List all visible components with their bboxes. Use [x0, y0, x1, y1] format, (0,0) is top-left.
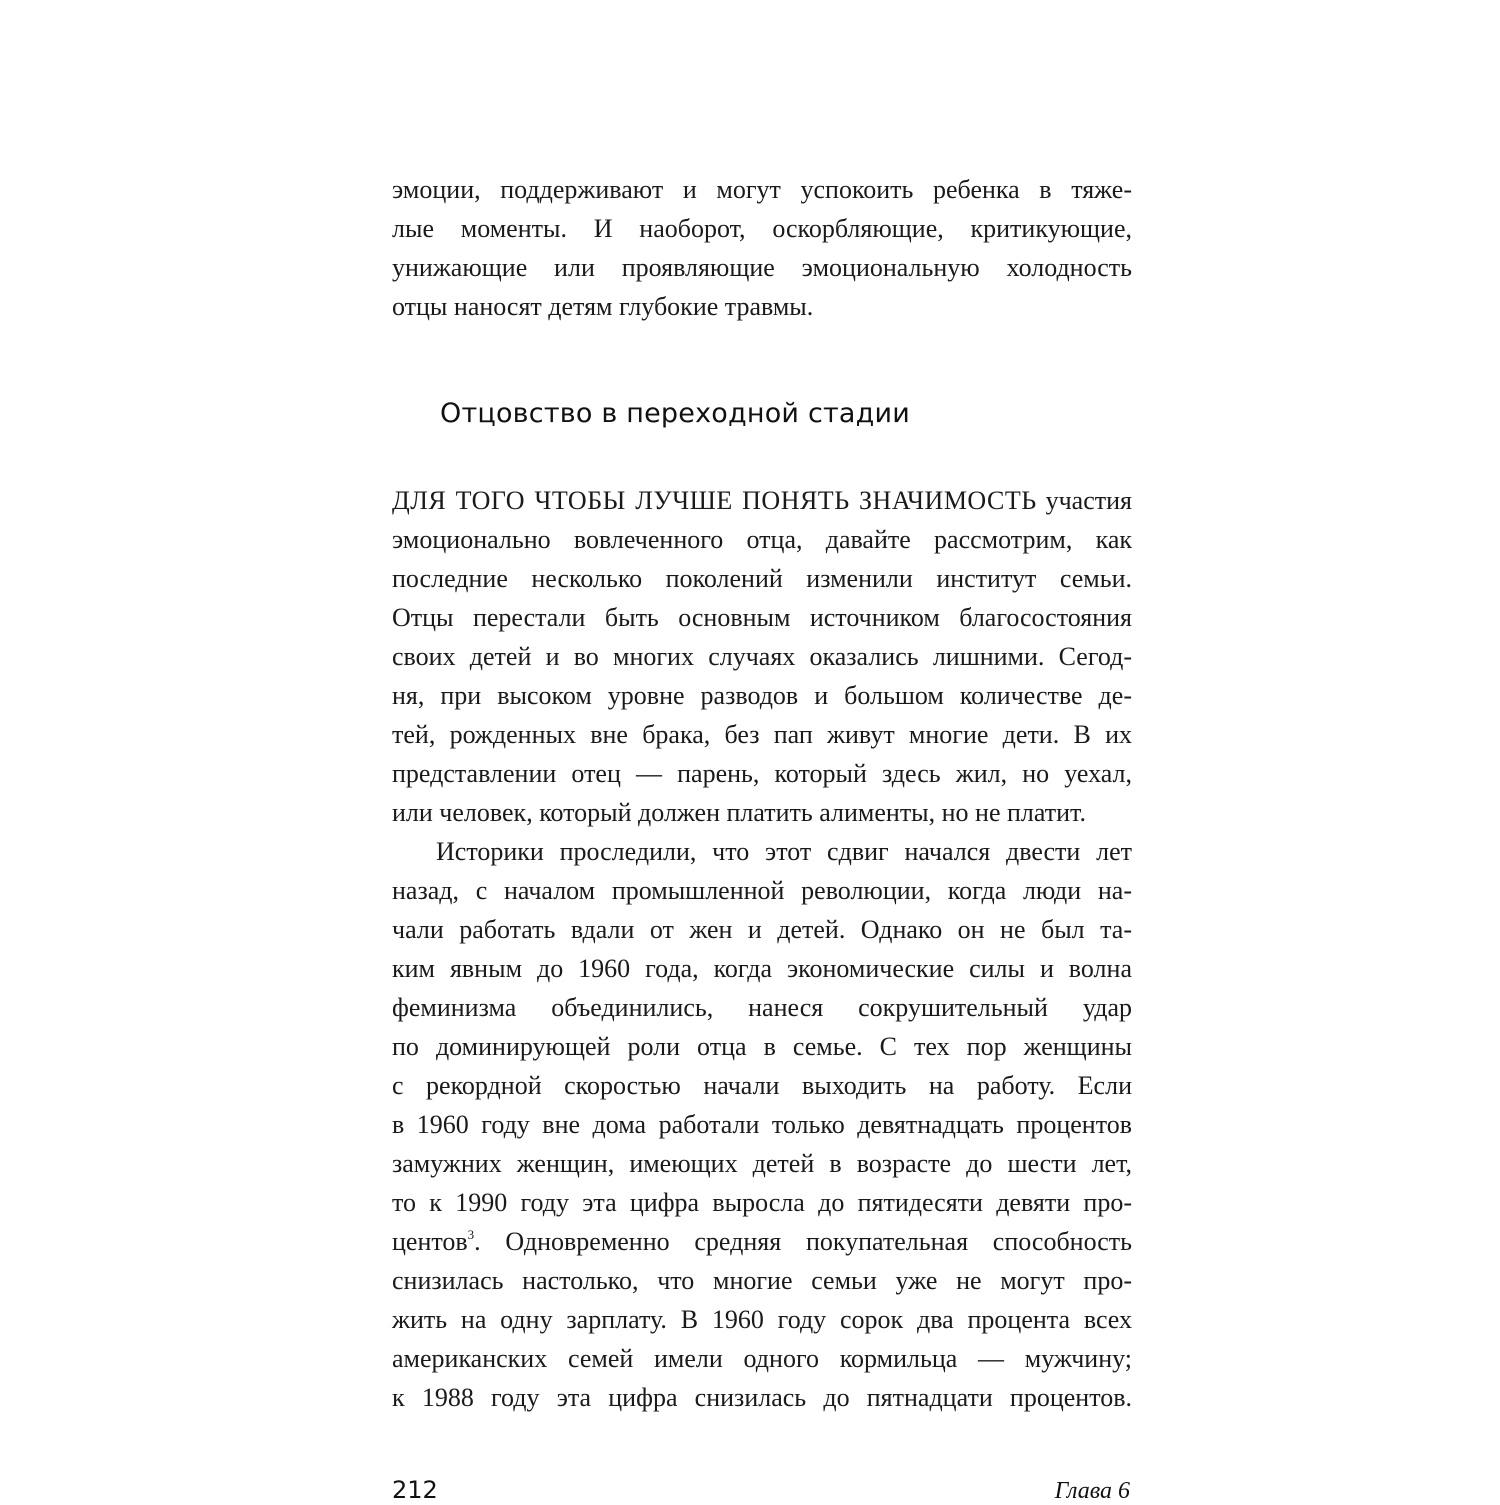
text-line: представлении отец — парень, который здесь жил, но уехал, [392, 759, 1132, 788]
footnote-word: центов [392, 1227, 468, 1256]
text-line: феминизма объединились, нанеся сокрушительный удар [392, 993, 1132, 1022]
footnote-marker[interactable]: 3 [467, 1227, 475, 1242]
text-line: своих детей и во многих случаях оказались лишними. Сегод- [392, 642, 1132, 671]
intro-paragraph [392, 170, 1132, 326]
footnote-line-rest: . Одновременно средняя покупательная способность [474, 1227, 1132, 1256]
text-line: последние несколько поколений изменили институт семьи. [392, 564, 1132, 593]
text-line: или человек, который должен платить алименты, но не платит. [392, 798, 1086, 827]
text-line: эмоционально вовлеченного отца, давайте рассмотрим, как [392, 525, 1132, 554]
text-line: замужних женщин, имеющих детей в возрасте до шести лет, [392, 1149, 1132, 1178]
page-number: 212 [392, 1476, 438, 1504]
text-line [392, 1222, 1132, 1261]
text-line: к 1988 году эта цифра снизилась до пятнадцати процентов. [392, 1383, 1132, 1412]
section-heading: Отцовство в переходной стадии [440, 398, 911, 429]
text-line: чали работать вдали от жен и детей. Однако он не был та- [392, 915, 1132, 944]
text-line: Отцы перестали быть основным источником благосостояния [392, 603, 1132, 632]
text-line: Историки проследили, что этот сдвиг начался двести лет [436, 837, 1132, 866]
text-line [392, 481, 1132, 520]
lead-in-caps: ДЛЯ ТОГО ЧТОБЫ ЛУЧШЕ ПОНЯТЬ ЗНАЧИМОСТЬ [392, 486, 1037, 515]
text-line: американских семей имели одного кормильца — мужчину; [392, 1344, 1132, 1373]
text-line: в 1960 году вне дома работали только девятнадцать процентов [392, 1110, 1132, 1139]
text-line: снизилась настолько, что многие семьи уже не могут про- [392, 1266, 1132, 1295]
chapter-running-head: Глава 6 [1054, 1478, 1130, 1504]
text-line: унижающие или проявляющие эмоциональную холодность [392, 253, 1132, 282]
text-line: то к 1990 году эта цифра выросла до пятидесяти девяти про- [392, 1188, 1132, 1217]
lead-in-rest: участия [1036, 486, 1132, 515]
text-line: тей, рожденных вне брака, без пап живут многие дети. В их [392, 720, 1132, 749]
text-line: отцы наносят детям глубокие травмы. [392, 292, 814, 321]
text-line: с рекордной скоростью начали выходить на работу. Если [392, 1071, 1132, 1100]
text-line: эмоции, поддерживают и могут успокоить ребенка в тяже- [392, 175, 1132, 204]
main-text [392, 481, 1132, 1417]
text-line: жить на одну зарплату. В 1960 году сорок два процента всех [392, 1305, 1132, 1334]
text-line: лые моменты. И наоборот, оскорбляющие, критикующие, [392, 214, 1132, 243]
text-line: назад, с началом промышленной революции, когда люди на- [392, 876, 1132, 905]
text-line: по доминирующей роли отца в семье. С тех пор женщины [392, 1032, 1132, 1061]
text-line: ня, при высоком уровне разводов и большом количестве де- [392, 681, 1132, 710]
text-line: ким явным до 1960 года, когда экономические силы и волна [392, 954, 1132, 983]
